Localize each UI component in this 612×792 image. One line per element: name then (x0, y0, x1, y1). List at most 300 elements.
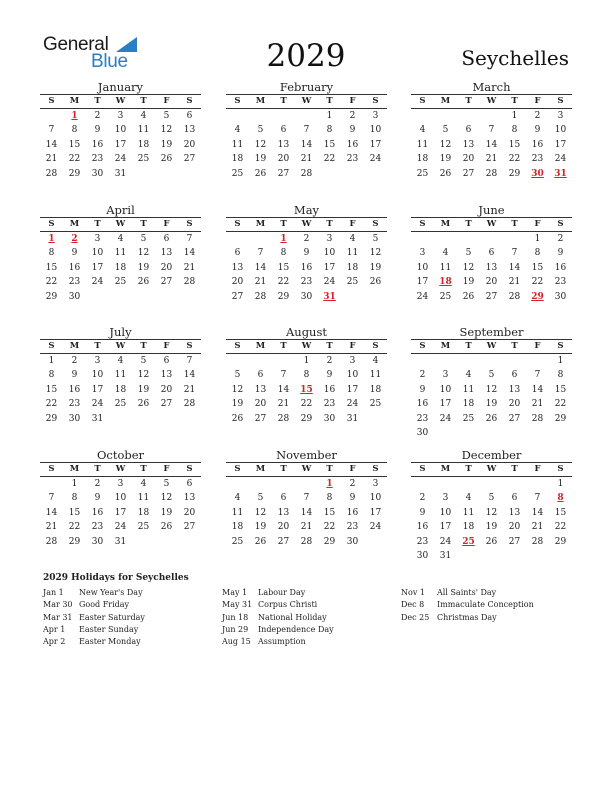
empty-day-cell (178, 412, 201, 426)
day-cell: 14 (508, 262, 521, 273)
week-row (40, 275, 201, 289)
day-cell: 22 (45, 277, 58, 288)
day-cell: 3 (419, 248, 426, 259)
holiday-item (43, 624, 145, 636)
day-cell: 21 (254, 277, 267, 288)
day-cell: 22 (45, 399, 58, 410)
day-cell: 16 (68, 262, 81, 273)
day-cell: 6 (280, 493, 287, 504)
month-may (226, 203, 387, 304)
day-cell: 26 (485, 536, 498, 547)
week-row (40, 491, 201, 505)
weekday-label: M (255, 96, 266, 106)
weekday-label: S (419, 464, 426, 474)
day-cell: 10 (91, 370, 104, 381)
day-cell: 14 (254, 262, 267, 273)
empty-day-cell (549, 426, 572, 440)
day-cell: 17 (91, 262, 104, 273)
day-cell: 8 (280, 248, 287, 259)
day-cell: 22 (68, 154, 81, 165)
day-cell: 24 (91, 399, 104, 410)
day-cell: 26 (137, 399, 150, 410)
week-row (411, 152, 572, 166)
day-cell: 20 (183, 139, 196, 150)
day-cell: 28 (485, 168, 498, 179)
day-cell: 28 (183, 399, 196, 410)
day-cell: 29 (68, 536, 81, 547)
logo-blue-text: Blue (91, 51, 128, 72)
week-row (226, 368, 387, 382)
week-row (226, 109, 387, 123)
day-cell: 11 (462, 507, 475, 518)
empty-day-cell (341, 290, 364, 304)
day-cell: 21 (531, 399, 544, 410)
day-cell: 4 (465, 370, 472, 381)
weekday-label: F (349, 219, 356, 229)
day-cell: 7 (280, 370, 287, 381)
day-cell: 17 (554, 139, 567, 150)
day-cell: 18 (137, 139, 150, 150)
holiday-name: Immaculate Conception (437, 600, 534, 610)
holiday-day: 31 (323, 291, 336, 302)
day-cell: 22 (68, 522, 81, 533)
weekday-label: S (372, 96, 379, 106)
week-row (226, 246, 387, 260)
week-row (226, 354, 387, 368)
week-row (40, 167, 201, 181)
day-cell: 18 (114, 384, 127, 395)
weekday-label: M (255, 219, 266, 229)
empty-day-cell (249, 477, 272, 491)
week-row (40, 109, 201, 123)
day-cell: 4 (419, 125, 426, 136)
empty-day-cell (434, 232, 457, 246)
week-row (226, 491, 387, 505)
week-row (40, 383, 201, 397)
day-cell: 22 (531, 277, 544, 288)
day-cell: 10 (554, 125, 567, 136)
day-cell: 25 (462, 413, 475, 424)
day-cell: 16 (346, 139, 359, 150)
day-cell: 20 (254, 399, 267, 410)
day-cell: 21 (45, 522, 58, 533)
month-name: June (478, 203, 505, 217)
calendar-year-title: 2029 (266, 38, 346, 74)
day-cell: 22 (277, 277, 290, 288)
day-cell: 21 (531, 522, 544, 533)
day-cell: 25 (346, 277, 359, 288)
day-cell: 3 (372, 111, 379, 121)
holiday-item (222, 636, 334, 648)
holiday-day: 30 (531, 168, 544, 179)
weekday-header (411, 94, 572, 109)
holiday-date: Jun 18 (222, 612, 249, 622)
holiday-name: Independence Day (258, 624, 334, 634)
week-row (226, 383, 387, 397)
weekday-label: T (140, 341, 147, 351)
day-cell: 28 (508, 291, 521, 302)
day-cell: 4 (372, 356, 379, 366)
empty-day-cell (480, 232, 503, 246)
day-cell: 13 (277, 507, 290, 518)
empty-day-cell (249, 109, 272, 123)
day-cell: 2 (303, 234, 310, 244)
day-cell: 11 (137, 493, 150, 504)
day-cell: 29 (45, 413, 58, 424)
empty-day-cell (178, 167, 201, 181)
day-cell: 10 (323, 248, 336, 259)
weekday-label: T (94, 341, 101, 351)
day-cell: 9 (94, 125, 101, 136)
week-row (411, 549, 572, 563)
day-cell: 27 (231, 291, 244, 302)
week-row (226, 506, 387, 520)
day-cell: 15 (45, 384, 58, 395)
day-cell: 8 (326, 125, 333, 136)
week-row (40, 123, 201, 137)
holiday-day: 2 (71, 234, 78, 244)
day-cell: 29 (45, 291, 58, 302)
week-row (226, 232, 387, 246)
day-cell: 15 (68, 507, 81, 518)
day-cell: 23 (68, 399, 81, 410)
day-cell: 29 (277, 291, 290, 302)
day-cell: 12 (160, 125, 173, 136)
day-cell: 2 (326, 356, 333, 366)
week-row (411, 368, 572, 382)
weekday-label: W (301, 341, 312, 351)
day-cell: 19 (231, 399, 244, 410)
day-cell: 6 (280, 125, 287, 136)
day-cell: 15 (554, 384, 567, 395)
week-row (411, 109, 572, 123)
day-cell: 30 (300, 291, 313, 302)
empty-day-cell (295, 109, 318, 123)
week-row (40, 354, 201, 368)
day-cell: 23 (416, 413, 429, 424)
day-cell: 10 (369, 493, 382, 504)
day-cell: 24 (369, 154, 382, 165)
day-cell: 9 (557, 248, 564, 259)
day-cell: 12 (160, 493, 173, 504)
day-cell: 10 (416, 262, 429, 273)
week-row (226, 520, 387, 534)
day-cell: 11 (114, 248, 127, 259)
day-cell: 31 (91, 413, 104, 424)
day-cell: 16 (346, 507, 359, 518)
day-cell: 13 (183, 493, 196, 504)
holiday-day: 15 (300, 384, 313, 395)
day-cell: 26 (485, 413, 498, 424)
day-cell: 19 (160, 139, 173, 150)
day-cell: 31 (346, 413, 359, 424)
day-cell: 3 (117, 111, 124, 121)
empty-day-cell (109, 412, 132, 426)
day-cell: 19 (439, 154, 452, 165)
day-cell: 6 (163, 234, 170, 244)
day-cell: 30 (554, 291, 567, 302)
day-cell: 27 (485, 291, 498, 302)
weekday-label: M (69, 341, 80, 351)
month-name: February (279, 80, 334, 94)
holiday-date: Jan 1 (43, 588, 64, 597)
day-cell: 9 (71, 370, 78, 381)
weekday-label: W (486, 341, 497, 351)
day-cell: 2 (71, 356, 78, 366)
day-cell: 18 (346, 262, 359, 273)
weekday-label: F (534, 464, 541, 474)
holiday-item (222, 587, 334, 599)
day-cell: 4 (442, 248, 449, 259)
weekday-label: F (163, 464, 170, 474)
day-cell: 5 (442, 125, 449, 136)
weekday-label: T (140, 464, 147, 474)
day-cell: 20 (160, 384, 173, 395)
day-cell: 28 (300, 536, 313, 547)
day-cell: 24 (369, 522, 382, 533)
day-cell: 23 (346, 154, 359, 165)
week-row (411, 535, 572, 549)
day-cell: 14 (300, 507, 313, 518)
day-cell: 30 (68, 291, 81, 302)
day-cell: 5 (257, 493, 264, 504)
empty-day-cell (132, 412, 155, 426)
weekday-label: T (465, 219, 472, 229)
day-cell: 4 (465, 493, 472, 504)
day-cell: 8 (303, 370, 310, 381)
day-cell: 17 (114, 139, 127, 150)
weekday-label: S (48, 464, 55, 474)
weekday-label: F (349, 341, 356, 351)
holiday-day: 1 (48, 234, 55, 244)
empty-day-cell (318, 167, 341, 181)
month-name: September (459, 325, 524, 339)
day-cell: 4 (117, 356, 124, 366)
weekday-label: S (557, 219, 564, 229)
month-february (226, 80, 387, 181)
weekday-label: T (280, 96, 287, 106)
holiday-date: Mar 31 (43, 612, 73, 622)
holiday-day: 1 (280, 234, 287, 244)
empty-day-cell (155, 412, 178, 426)
weekday-label: S (557, 96, 564, 106)
month-name: April (106, 203, 135, 217)
day-cell: 2 (419, 370, 426, 381)
day-cell: 30 (91, 168, 104, 179)
day-cell: 27 (277, 168, 290, 179)
day-cell: 10 (114, 125, 127, 136)
day-cell: 6 (186, 111, 193, 121)
weekday-label: W (301, 219, 312, 229)
empty-day-cell (503, 477, 526, 491)
weekday-label: M (255, 341, 266, 351)
week-row (40, 138, 201, 152)
day-cell: 2 (419, 493, 426, 504)
holiday-day: 1 (326, 479, 333, 489)
week-row (226, 290, 387, 304)
weekday-label: W (115, 341, 126, 351)
month-name: March (472, 80, 511, 94)
week-row (411, 167, 572, 181)
weekday-label: S (419, 219, 426, 229)
day-cell: 6 (511, 370, 518, 381)
empty-day-cell (526, 477, 549, 491)
day-cell: 17 (369, 507, 382, 518)
day-cell: 24 (416, 291, 429, 302)
month-august (226, 325, 387, 426)
day-cell: 28 (277, 413, 290, 424)
week-row (226, 535, 387, 549)
day-cell: 4 (140, 479, 147, 489)
weekday-label: S (234, 219, 241, 229)
day-cell: 9 (326, 370, 333, 381)
day-cell: 27 (508, 536, 521, 547)
day-cell: 23 (346, 522, 359, 533)
week-row (40, 232, 201, 246)
weekday-label: M (255, 464, 266, 474)
day-cell: 26 (439, 168, 452, 179)
day-cell: 26 (369, 277, 382, 288)
day-cell: 26 (160, 522, 173, 533)
month-name: January (97, 80, 144, 94)
empty-day-cell (457, 477, 480, 491)
month-march (411, 80, 572, 181)
day-cell: 23 (531, 154, 544, 165)
week-row (411, 246, 572, 260)
day-cell: 2 (557, 234, 564, 244)
empty-day-cell (249, 354, 272, 368)
weekday-label: W (115, 96, 126, 106)
day-cell: 14 (531, 384, 544, 395)
day-cell: 26 (462, 291, 475, 302)
day-cell: 22 (508, 154, 521, 165)
weekday-label: T (511, 464, 518, 474)
day-cell: 1 (326, 111, 333, 121)
day-cell: 14 (300, 139, 313, 150)
weekday-label: S (48, 341, 55, 351)
day-cell: 1 (511, 111, 518, 121)
empty-day-cell (272, 354, 295, 368)
day-cell: 17 (91, 384, 104, 395)
empty-day-cell (457, 232, 480, 246)
day-cell: 7 (534, 370, 541, 381)
day-cell: 19 (160, 507, 173, 518)
day-cell: 13 (160, 248, 173, 259)
weekday-label: T (94, 464, 101, 474)
empty-day-cell (457, 354, 480, 368)
week-row (411, 520, 572, 534)
day-cell: 13 (485, 262, 498, 273)
day-cell: 25 (231, 536, 244, 547)
day-cell: 20 (277, 522, 290, 533)
day-cell: 29 (68, 168, 81, 179)
day-cell: 28 (183, 277, 196, 288)
holidays-column (43, 587, 145, 648)
day-cell: 5 (257, 125, 264, 136)
month-name: July (109, 325, 132, 339)
holiday-day: 1 (71, 111, 78, 121)
day-cell: 13 (254, 384, 267, 395)
day-cell: 9 (94, 493, 101, 504)
day-cell: 16 (323, 384, 336, 395)
day-cell: 23 (323, 399, 336, 410)
day-cell: 3 (442, 370, 449, 381)
day-cell: 6 (186, 479, 193, 489)
week-row (40, 535, 201, 549)
weekday-header (411, 217, 572, 232)
week-row (226, 477, 387, 491)
holiday-item (222, 599, 334, 611)
day-cell: 29 (554, 536, 567, 547)
day-cell: 27 (462, 168, 475, 179)
weekday-header (411, 339, 572, 354)
day-cell: 24 (439, 413, 452, 424)
day-cell: 28 (254, 291, 267, 302)
empty-day-cell (434, 426, 457, 440)
week-row (226, 138, 387, 152)
week-row (40, 477, 201, 491)
day-cell: 21 (300, 522, 313, 533)
day-cell: 9 (419, 507, 426, 518)
day-cell: 19 (254, 522, 267, 533)
weekday-label: F (534, 341, 541, 351)
month-june (411, 203, 572, 304)
month-name: October (96, 448, 145, 462)
holiday-name: Easter Sunday (79, 624, 139, 634)
day-cell: 11 (416, 139, 429, 150)
day-cell: 15 (531, 262, 544, 273)
day-cell: 29 (508, 168, 521, 179)
day-cell: 11 (439, 262, 452, 273)
day-cell: 4 (140, 111, 147, 121)
weekday-label: F (534, 219, 541, 229)
day-cell: 18 (231, 522, 244, 533)
weekday-label: M (69, 464, 80, 474)
day-cell: 5 (140, 234, 147, 244)
day-cell: 18 (462, 522, 475, 533)
weekday-label: T (140, 96, 147, 106)
day-cell: 15 (68, 139, 81, 150)
weekday-label: W (301, 96, 312, 106)
holiday-day: 8 (557, 493, 564, 504)
empty-day-cell (40, 477, 63, 491)
holiday-item (43, 599, 145, 611)
weekday-label: M (440, 96, 451, 106)
weekday-label: W (115, 219, 126, 229)
holiday-name: Labour Day (258, 588, 306, 597)
day-cell: 19 (369, 262, 382, 273)
day-cell: 19 (485, 399, 498, 410)
week-row (411, 261, 572, 275)
day-cell: 3 (94, 234, 101, 244)
day-cell: 11 (369, 370, 382, 381)
day-cell: 28 (531, 536, 544, 547)
weekday-label: T (326, 464, 333, 474)
day-cell: 22 (323, 154, 336, 165)
day-cell: 21 (277, 399, 290, 410)
week-row (411, 477, 572, 491)
week-row (411, 383, 572, 397)
holiday-date: Apr 2 (43, 637, 66, 647)
week-row (411, 491, 572, 505)
holidays-column (222, 587, 334, 648)
day-cell: 12 (137, 248, 150, 259)
weekday-label: M (440, 341, 451, 351)
day-cell: 24 (323, 277, 336, 288)
day-cell: 15 (554, 507, 567, 518)
day-cell: 12 (369, 248, 382, 259)
day-cell: 1 (48, 356, 55, 366)
